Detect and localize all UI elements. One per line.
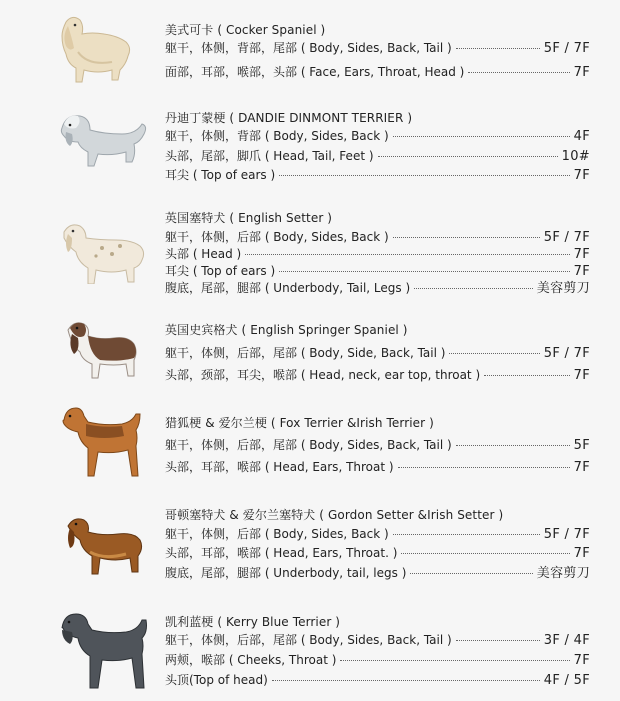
blade-value: 美容剪刀 [536,281,590,296]
leader-dots [456,47,540,49]
trim-row [165,168,590,183]
leader-dots [340,659,569,661]
blade-value: 5F / 7F [543,346,590,361]
leader-dots [456,639,540,641]
trim-row [165,633,590,648]
blade-value: 7F [573,264,590,279]
blade-value: 7F [573,460,590,475]
trim-row [165,566,590,581]
leader-dots [449,352,539,354]
leader-dots [393,135,570,137]
trim-row [165,65,590,80]
leader-dots [484,374,570,376]
trim-area-label: 躯干，体侧，后部，尾部 ( Body, Sides, Back, Tail ) [165,633,452,647]
trim-row [165,247,590,262]
leader-dots [279,270,569,272]
trim-area-label: 头部，颈部，耳尖，喉部 ( Head, neck, ear top, throat ) [165,368,481,382]
blade-value: 5F [573,438,590,453]
trim-area-label: 面部，耳部，喉部，头部 ( Face, Ears, Throat, Head ) [165,65,465,79]
trim-area-label: 头部，耳部，喉部 ( Head, Ears, Throat. ) [165,546,398,560]
trim-row [165,230,590,245]
trim-area-label: 躯干，体侧，后部，尾部 ( Body, Sides, Back, Tail ) [165,438,452,452]
trim-row [165,653,590,668]
trim-area-label: 躯干，体侧，后部 ( Body, Sides, Back ) [165,230,389,244]
fox-terrier-illustration-icon [56,402,156,484]
leader-dots [456,444,570,446]
trim-row [165,673,590,688]
trim-row [165,438,590,453]
trim-area-label: 躯干，体侧，后部，尾部 ( Body, Side, Back, Tail ) [165,346,446,360]
kerry-blue-terrier-illustration-icon [56,606,156,692]
trim-row [165,41,590,56]
leader-dots [414,287,533,289]
trim-area-label: 头顶(Top of head) [165,673,268,687]
breed-title: 哥顿塞特犬 & 爱尔兰塞特犬 ( Gordon Setter &Irish Setter ) [165,508,504,522]
blade-value: 7F [573,653,590,668]
trim-area-label: 头部，耳部，喉部 ( Head, Ears, Throat ) [165,460,394,474]
trim-row [165,368,590,383]
trim-area-label: 躯干，体侧，后部 ( Body, Sides, Back ) [165,527,389,541]
trim-area-label: 腹底，尾部，腿部 ( Underbody, tail, legs ) [165,566,407,580]
breed-title: 猎狐梗 & 爱尔兰梗 ( Fox Terrier &Irish Terrier ) [165,416,434,430]
trim-row [165,460,590,475]
trim-row [165,129,590,144]
trim-area-label: 躯干，体侧，背部，尾部 ( Body, Sides, Back, Tail ) [165,41,452,55]
trim-area-label: 耳尖 ( Top of ears ) [165,168,276,182]
trim-row [165,149,590,164]
blade-value: 10# [561,149,590,164]
blade-value: 7F [573,65,590,80]
english-setter-illustration-icon [56,218,156,284]
trim-area-label: 耳尖 ( Top of ears ) [165,264,276,278]
leader-dots [245,253,569,255]
cocker-spaniel-illustration-icon [56,12,156,84]
breed-title: 英国史宾格犬 ( English Springer Spaniel ) [165,323,408,337]
blade-value: 7F [573,247,590,262]
blade-value: 5F / 7F [543,41,590,56]
breed-title: 丹迪丁蒙梗 ( DANDIE DINMONT TERRIER ) [165,111,413,125]
gordon-setter-illustration-icon [60,512,160,578]
blade-value: 5F / 7F [543,527,590,542]
trim-area-label: 两颊，喉部 ( Cheeks, Throat ) [165,653,337,667]
breed-title: 凯利蓝梗 ( Kerry Blue Terrier ) [165,615,341,629]
leader-dots [393,236,540,238]
trim-area-label: 头部 ( Head ) [165,247,242,261]
trim-row [165,281,590,296]
trim-area-label: 躯干，体侧，背部 ( Body, Sides, Back ) [165,129,389,143]
blade-value: 7F [573,168,590,183]
dandie-dinmont-terrier-illustration-icon [56,110,156,174]
blade-value: 美容剪刀 [536,566,590,581]
blade-value: 4F [573,129,590,144]
leader-dots [468,71,569,73]
breed-title: 英国塞特犬 ( English Setter ) [165,211,333,225]
trim-row [165,546,590,561]
leader-dots [378,155,558,157]
leader-dots [398,466,570,468]
blade-value: 4F / 5F [543,673,590,688]
breed-title: 美式可卡 ( Cocker Spaniel ) [165,23,326,37]
english-springer-spaniel-illustration-icon [62,316,162,382]
trim-area-label: 头部，尾部，脚爪 ( Head, Tail, Feet ) [165,149,374,163]
leader-dots [279,174,569,176]
leader-dots [410,572,532,574]
leader-dots [393,533,540,535]
blade-value: 3F / 4F [543,633,590,648]
trim-row [165,346,590,361]
trim-row [165,527,590,542]
trim-row [165,264,590,279]
blade-value: 5F / 7F [543,230,590,245]
blade-value: 7F [573,368,590,383]
leader-dots [401,552,569,554]
leader-dots [272,679,540,681]
trim-area-label: 腹底，尾部，腿部 ( Underbody, Tail, Legs ) [165,281,411,295]
blade-value: 7F [573,546,590,561]
